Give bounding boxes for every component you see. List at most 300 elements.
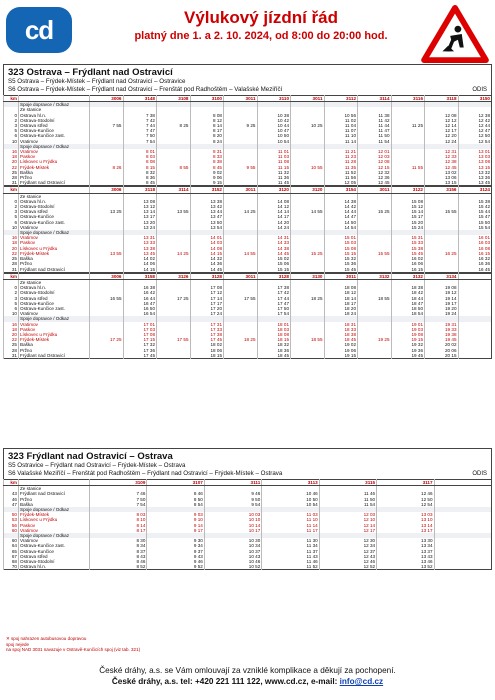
- time-cell: 11 42: [358, 118, 392, 123]
- time-cell: 17 25: [90, 337, 124, 342]
- time-cell: 13 31: [123, 235, 157, 240]
- time-cell: 11 45: [257, 180, 291, 186]
- time-cell: 9 14: [147, 523, 204, 528]
- time-cell: 9 37: [147, 549, 204, 554]
- train-number: 3108: [157, 96, 191, 102]
- time-cell: 9 15: [190, 180, 224, 186]
- time-cell: 15 42: [458, 204, 492, 209]
- time-cell: 18 17: [324, 301, 358, 306]
- time-cell: 15 20: [391, 220, 425, 225]
- km-cell: 56: [4, 523, 19, 528]
- time-cell: 11 04: [324, 123, 358, 128]
- time-cell: 14 12: [257, 204, 291, 209]
- time-cell: 13 45: [458, 180, 492, 186]
- station-cell: Ostrava střed: [19, 209, 90, 214]
- train-number: 3011: [224, 187, 258, 193]
- time-cell: 11 10: [262, 517, 319, 522]
- time-cell: 15 32: [324, 256, 358, 261]
- time-cell: 8 12: [190, 118, 224, 123]
- station-cell: Pržno: [19, 175, 90, 180]
- time-cell: 16 15: [391, 267, 425, 273]
- time-cell: 17 17: [190, 301, 224, 306]
- time-cell: [224, 267, 258, 273]
- time-cell: 13 54: [190, 225, 224, 230]
- time-cell: 15 54: [458, 225, 492, 230]
- station-cell: Frýdlant nad Ostravicí: [19, 180, 90, 186]
- time-cell: 15 33: [391, 240, 425, 245]
- time-cell: 10 46: [204, 559, 261, 564]
- time-cell: 13 32: [458, 170, 492, 175]
- station-cell: Ostrava hl.n.: [19, 113, 90, 118]
- time-cell: 18 02: [190, 342, 224, 347]
- time-cell: 11 43: [262, 554, 319, 559]
- time-cell: 8 37: [90, 549, 147, 554]
- time-cell: 18 55: [358, 296, 392, 301]
- time-cell: 12 54: [458, 139, 492, 144]
- station-cell: Spoje dopravce / Odkaz: [19, 533, 90, 538]
- time-cell: 14 25: [157, 251, 191, 256]
- time-cell: [157, 267, 191, 273]
- time-cell: 13 52: [377, 564, 434, 570]
- km-cell: 60: [4, 538, 19, 543]
- time-cell: 8 03: [90, 512, 147, 517]
- station-cell: Spoje dopravce / Odkaz: [19, 507, 90, 512]
- table-row: [4, 564, 492, 570]
- time-cell: 8 26: [90, 165, 124, 170]
- train-number: 3111: [204, 480, 261, 486]
- km-cell: 22: [4, 165, 19, 170]
- km-cell: 22: [4, 337, 19, 342]
- time-cell: 9 54: [204, 502, 261, 507]
- footer-contact: České dráhy, a.s. tel: +420 221 111 122, www.cd.cz, e-mail:: [111, 677, 340, 686]
- legend-item: spoj nejede: [6, 641, 30, 647]
- time-cell: 13 34: [377, 543, 434, 548]
- time-cell: 14 08: [190, 246, 224, 251]
- time-cell: 14 15: [190, 251, 224, 256]
- time-cell: 14 38: [324, 199, 358, 204]
- station-cell: Baška: [19, 170, 90, 175]
- station-cell: Ostrava střed: [19, 296, 90, 301]
- km-cell: 43: [4, 491, 19, 496]
- station-cell: Ze stanice: [19, 279, 90, 285]
- station-cell: Ostrava-Stodolní: [19, 118, 90, 123]
- time-cell: 9 30: [147, 538, 204, 543]
- station-cell: Ostrava-Kunčice zast.: [19, 543, 90, 548]
- time-cell: 15 25: [358, 209, 392, 214]
- time-cell: 13 20: [123, 220, 157, 225]
- km-cell: 53: [4, 517, 19, 522]
- km-cell: 10: [4, 225, 19, 230]
- time-cell: 7 47: [123, 128, 157, 133]
- time-cell: 9 10: [147, 517, 204, 522]
- time-cell: 10 14: [204, 523, 261, 528]
- time-cell: 11 54: [358, 139, 392, 144]
- time-cell: 16 06: [391, 261, 425, 266]
- time-cell: 11 14: [262, 523, 319, 528]
- time-cell: 15 06: [257, 261, 291, 266]
- time-cell: 12 31: [425, 149, 459, 154]
- time-cell: 14 33: [257, 240, 291, 245]
- time-cell: 17 31: [190, 322, 224, 327]
- time-cell: 18 06: [190, 348, 224, 353]
- station-cell: Spoje dopravce / Odkaz: [19, 316, 90, 321]
- time-cell: 12 15: [358, 165, 392, 170]
- time-cell: 8 17: [90, 528, 147, 533]
- time-cell: 11 37: [262, 549, 319, 554]
- train-number: 3118: [123, 187, 157, 193]
- time-cell: 9 02: [190, 170, 224, 175]
- km-cell: 0: [4, 285, 19, 290]
- time-cell: 9 06: [190, 175, 224, 180]
- km-cell: 0: [4, 113, 19, 118]
- train-number: 3150: [458, 96, 492, 102]
- time-cell: 18 45: [257, 353, 291, 359]
- station-cell: Vratimov: [19, 538, 90, 543]
- time-cell: 11 23: [324, 154, 358, 159]
- time-cell: 7 50: [90, 497, 147, 502]
- station-cell: Frýdlant nad Ostravicí: [19, 267, 90, 273]
- time-cell: 10 43: [204, 554, 261, 559]
- time-cell: 8 32: [123, 170, 157, 175]
- train-number: 3128: [190, 273, 224, 279]
- time-cell: 13 37: [377, 549, 434, 554]
- time-cell: 12 14: [319, 523, 376, 528]
- train-number: 3134: [425, 273, 459, 279]
- time-cell: 18 25: [291, 296, 325, 301]
- time-cell: 13 45: [123, 251, 157, 256]
- time-cell: 18 12: [324, 290, 358, 295]
- train-number: 3130: [291, 273, 325, 279]
- time-cell: 15 31: [391, 235, 425, 240]
- time-cell: 18 54: [391, 311, 425, 316]
- timetable: [3, 95, 492, 186]
- time-cell: 12 17: [319, 528, 376, 533]
- time-cell: 14 01: [190, 235, 224, 240]
- time-cell: 13 46: [377, 559, 434, 564]
- time-cell: 8 25: [157, 123, 191, 128]
- time-cell: 16 02: [391, 256, 425, 261]
- time-cell: 12 08: [358, 159, 392, 164]
- station-cell: Ostrava-Kunčice: [19, 301, 90, 306]
- time-cell: 14 14: [257, 209, 291, 214]
- time-cell: [90, 267, 124, 273]
- time-cell: 17 36: [123, 348, 157, 353]
- time-cell: 19 45: [425, 337, 459, 342]
- route-line: S5 Ostrava – Frýdek-Místek – Frýdlant nad Ostravicí – Ostravice: [8, 78, 186, 85]
- station-cell: Spoje dopravce / Odkaz: [19, 230, 90, 235]
- time-cell: 14 50: [324, 220, 358, 225]
- time-cell: 13 08: [123, 199, 157, 204]
- km-cell: 67: [4, 554, 19, 559]
- time-cell: 12 30: [319, 538, 376, 543]
- time-cell: 7 50: [123, 133, 157, 138]
- time-cell: 18 08: [324, 285, 358, 290]
- time-cell: 15 55: [358, 251, 392, 256]
- time-cell: 13 14: [377, 523, 434, 528]
- time-cell: 14 55: [291, 209, 325, 214]
- time-cell: 14 15: [123, 267, 157, 273]
- time-cell: 14 44: [324, 209, 358, 214]
- time-cell: 16 38: [123, 285, 157, 290]
- km-cell: 16: [4, 322, 19, 327]
- timetable: [3, 479, 492, 570]
- time-cell: 13 42: [190, 204, 224, 209]
- time-cell: 14 32: [190, 256, 224, 261]
- time-cell: 8 31: [190, 149, 224, 154]
- time-cell: 8 33: [190, 154, 224, 159]
- time-cell: 17 15: [123, 337, 157, 342]
- time-cell: 8 43: [90, 554, 147, 559]
- station-cell: Frýdek-Místek: [19, 251, 90, 256]
- time-cell: 12 45: [425, 165, 459, 170]
- station-cell: Frýdek-Místek: [19, 337, 90, 342]
- km-cell: 31: [4, 180, 19, 186]
- time-cell: 10 25: [291, 123, 325, 128]
- time-cell: 13 03: [458, 154, 492, 159]
- time-cell: 19 01: [391, 322, 425, 327]
- station-cell: Ostrava hl.n.: [19, 564, 90, 570]
- time-cell: 16 25: [425, 251, 459, 256]
- time-cell: 13 17: [377, 528, 434, 533]
- km-cell: 6: [4, 220, 19, 225]
- time-cell: 15 12: [391, 204, 425, 209]
- train-number: 3011: [358, 187, 392, 193]
- train-number: 3107: [147, 480, 204, 486]
- legend-item: ✕ spoj nahrazen autobusovou dopravou: [6, 636, 87, 641]
- time-cell: 12 44: [458, 123, 492, 128]
- time-cell: 18 38: [391, 285, 425, 290]
- time-cell: [157, 353, 191, 359]
- time-cell: 19 12: [425, 290, 459, 295]
- time-cell: 12 52: [319, 564, 376, 570]
- time-cell: 10 10: [204, 517, 261, 522]
- time-cell: [434, 564, 491, 570]
- time-cell: [90, 353, 124, 359]
- station-cell: Pržno: [19, 261, 90, 266]
- time-cell: 11 50: [319, 497, 376, 502]
- station-cell: Paskov: [19, 327, 90, 332]
- station-cell: Vratimov: [19, 311, 90, 316]
- time-cell: 14 54: [324, 225, 358, 230]
- time-cell: 13 25: [90, 209, 124, 214]
- time-cell: 12 12: [425, 118, 459, 123]
- time-cell: 14 08: [257, 199, 291, 204]
- station-cell: Paskov: [19, 240, 90, 245]
- email-link[interactable]: info@cd.cz: [339, 677, 384, 686]
- time-cell: 8 20: [190, 133, 224, 138]
- section-title: 323 Frýdlant nad Ostravicí – Ostrava: [8, 451, 173, 462]
- time-cell: 13 44: [190, 209, 224, 214]
- time-cell: 17 33: [190, 327, 224, 332]
- station-cell: Vratimov: [19, 528, 90, 533]
- time-cell: 17 08: [123, 332, 157, 337]
- time-cell: 14 31: [257, 235, 291, 240]
- time-cell: 18 01: [257, 322, 291, 327]
- km-cell: 25: [4, 170, 19, 175]
- time-cell: 18 47: [391, 301, 425, 306]
- time-cell: 14 55: [224, 251, 258, 256]
- km-cell: 6: [4, 306, 19, 311]
- time-cell: 8 08: [190, 113, 224, 118]
- time-cell: 17 14: [190, 296, 224, 301]
- time-cell: 18 20: [324, 306, 358, 311]
- time-cell: 15 55: [425, 209, 459, 214]
- route-line: S6 Valašské Meziříčí – Frenštát pod Radhoštěm – Frýdlant nad Ostravicí – Frýdek-Místek – Ostrava: [8, 470, 283, 477]
- time-cell: 11 17: [262, 528, 319, 533]
- time-cell: 11 08: [257, 159, 291, 164]
- timetable-section: [3, 64, 492, 359]
- train-number: 3011: [324, 273, 358, 279]
- time-cell: 14 36: [190, 261, 224, 266]
- time-cell: 11 34: [262, 543, 319, 548]
- time-cell: 11 47: [358, 128, 392, 133]
- station-cell: Pržno: [19, 497, 90, 502]
- km-cell: 20: [4, 246, 19, 251]
- time-cell: 12 08: [425, 113, 459, 118]
- time-cell: 10 50: [257, 133, 291, 138]
- footer-apology: České dráhy, a.s. se Vám omlouvají za vzniklé komplikace a děkují za pochopení.: [99, 666, 396, 675]
- time-cell: 15 15: [257, 267, 291, 273]
- time-cell: 14 17: [257, 214, 291, 219]
- time-cell: 19 15: [391, 337, 425, 342]
- time-cell: 17 47: [257, 301, 291, 306]
- time-cell: 8 08: [123, 159, 157, 164]
- km-cell: 31: [4, 353, 19, 359]
- km-cell: 25: [4, 342, 19, 347]
- cd-logo: [6, 7, 72, 53]
- time-cell: 8 45: [123, 180, 157, 186]
- station-cell: Ostrava hl.n.: [19, 285, 90, 290]
- time-cell: 18 44: [391, 296, 425, 301]
- time-cell: 15 36: [324, 261, 358, 266]
- footer: [0, 665, 495, 687]
- timetable-section: [3, 448, 492, 570]
- time-cell: 9 17: [147, 528, 204, 533]
- time-cell: 15 38: [458, 199, 492, 204]
- time-cell: 16 42: [123, 290, 157, 295]
- time-cell: 12 01: [358, 149, 392, 154]
- time-cell: 15 25: [291, 251, 325, 256]
- time-cell: 15 45: [324, 267, 358, 273]
- station-cell: Spoje dopravce / Odkaz: [19, 102, 90, 108]
- station-cell: Vratimov: [19, 322, 90, 327]
- time-cell: 13 15: [425, 180, 459, 186]
- train-number: 3116: [391, 96, 425, 102]
- km-cell: 5: [4, 301, 19, 306]
- time-cell: 7 54: [123, 139, 157, 144]
- time-cell: 12 43: [319, 554, 376, 559]
- time-cell: 16 50: [123, 306, 157, 311]
- time-cell: 14 45: [257, 251, 291, 256]
- time-cell: 17 32: [123, 342, 157, 347]
- station-cell: Ze stanice: [19, 486, 90, 492]
- km-cell: 65: [4, 549, 19, 554]
- train-number: 3152: [190, 187, 224, 193]
- train-number: 3126: [157, 273, 191, 279]
- km-cell: 2: [4, 290, 19, 295]
- time-cell: 8 46: [90, 559, 147, 564]
- km-header: km: [4, 273, 19, 279]
- time-cell: 12 45: [358, 180, 392, 186]
- km-header: km: [4, 96, 19, 102]
- time-cell: 11 32: [257, 170, 291, 175]
- time-cell: 15 02: [257, 256, 291, 261]
- time-cell: 17 08: [190, 285, 224, 290]
- train-number: 3006: [90, 96, 124, 102]
- time-cell: 18 36: [257, 348, 291, 353]
- time-cell: 18 31: [324, 322, 358, 327]
- time-cell: 19 20: [425, 306, 459, 311]
- km-cell: 2: [4, 204, 19, 209]
- time-cell: 8 34: [90, 543, 147, 548]
- time-cell: 16 01: [458, 235, 492, 240]
- time-cell: 8 36: [123, 175, 157, 180]
- time-cell: 12 54: [377, 502, 434, 507]
- station-cell: Lískovec u Frýdku: [19, 159, 90, 164]
- station-cell: Baška: [19, 256, 90, 261]
- km-cell: 22: [4, 251, 19, 256]
- train-number: 3156: [425, 187, 459, 193]
- time-cell: 17 45: [123, 353, 157, 359]
- time-cell: 10 50: [262, 497, 319, 502]
- time-cell: 19 08: [425, 285, 459, 290]
- time-cell: 18 14: [324, 296, 358, 301]
- time-cell: 19 38: [425, 332, 459, 337]
- km-cell: 10: [4, 139, 19, 144]
- km-cell: 28: [4, 175, 19, 180]
- time-cell: 11 03: [257, 154, 291, 159]
- time-cell: 11 14: [324, 139, 358, 144]
- time-cell: 12 46: [319, 559, 376, 564]
- km-cell: 50: [4, 512, 19, 517]
- time-cell: 13 30: [377, 538, 434, 543]
- timetable: [3, 273, 492, 359]
- train-number: 3011: [224, 96, 258, 102]
- time-cell: 8 01: [123, 149, 157, 154]
- time-cell: 14 45: [190, 267, 224, 273]
- time-cell: 16 44: [123, 296, 157, 301]
- time-cell: [291, 180, 325, 186]
- time-cell: 12 42: [458, 118, 492, 123]
- time-cell: [358, 353, 392, 359]
- time-cell: 17 24: [190, 311, 224, 316]
- time-cell: 19 02: [324, 342, 358, 347]
- section-header: [3, 448, 492, 479]
- timetable: [3, 186, 492, 272]
- time-cell: 10 17: [204, 528, 261, 533]
- time-cell: 8 50: [147, 497, 204, 502]
- station-cell: Spoje dopravce / Odkaz: [19, 144, 90, 149]
- station-cell: Frýdek-Místek: [19, 165, 90, 170]
- station-cell: Ostrava střed: [19, 554, 90, 559]
- time-cell: 13 12: [123, 204, 157, 209]
- time-cell: 18 15: [257, 337, 291, 342]
- table-row: [4, 267, 492, 273]
- time-cell: 10 38: [257, 113, 291, 118]
- station-cell: Ostrava-Stodolní: [19, 204, 90, 209]
- time-cell: 15 24: [391, 225, 425, 230]
- km-cell: 3: [4, 209, 19, 214]
- cd-logo-text: cd: [24, 14, 54, 45]
- time-cell: [291, 267, 325, 273]
- time-cell: 11 52: [324, 170, 358, 175]
- time-cell: 18 45: [324, 337, 358, 342]
- station-cell: Frýdlant nad Ostravicí: [19, 353, 90, 359]
- km-cell: 6: [4, 133, 19, 138]
- km-cell: 16: [4, 235, 19, 240]
- station-cell: Lískovec u Frýdku: [19, 517, 90, 522]
- time-cell: 19 36: [391, 348, 425, 353]
